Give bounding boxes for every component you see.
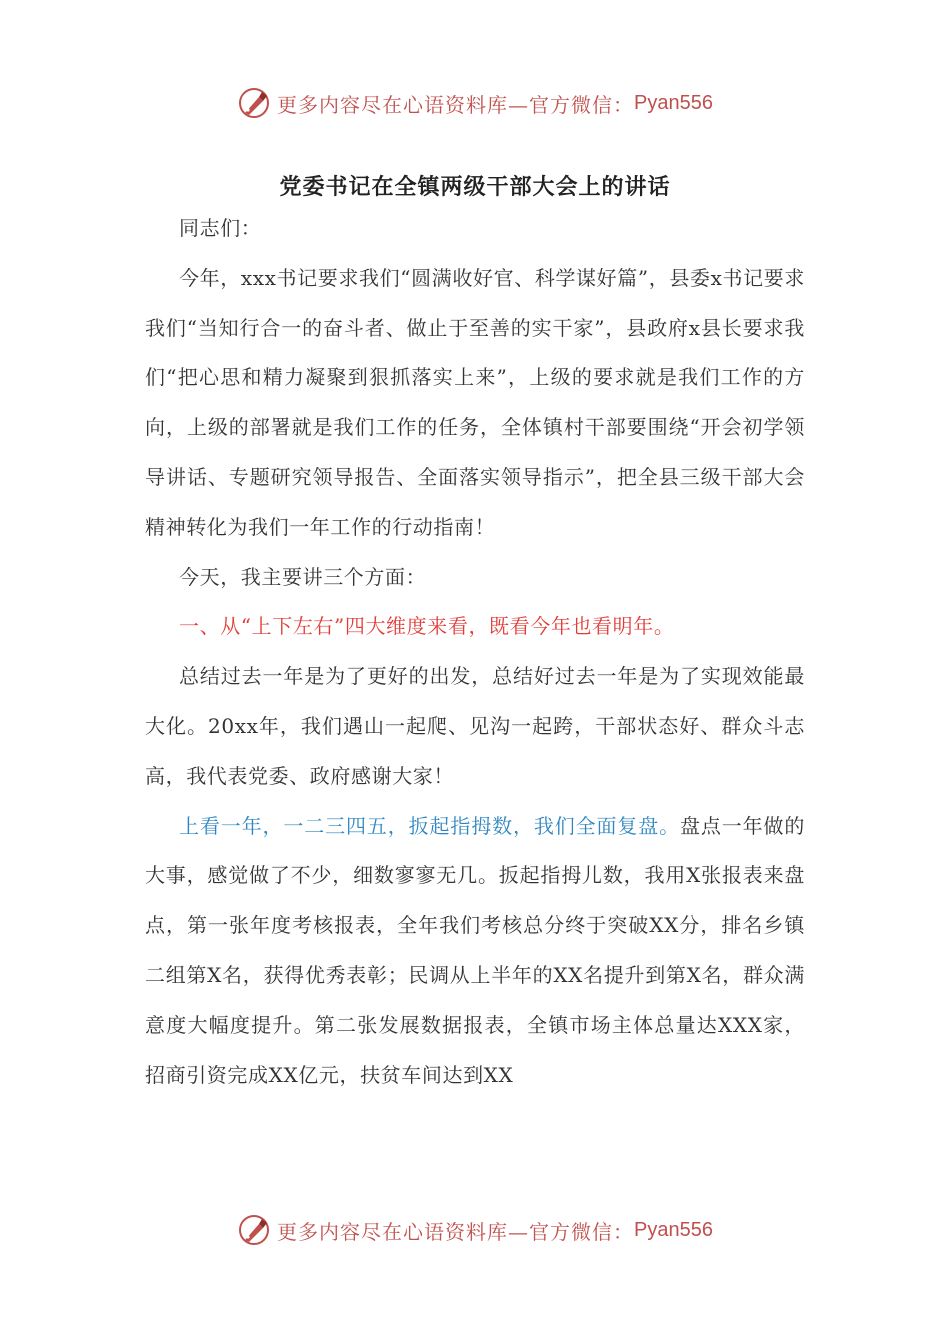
salutation-paragraph: 同志们： — [179, 216, 262, 240]
header-banner — [0, 80, 950, 126]
banner-wechat-id: Pyan556 — [634, 91, 713, 114]
pen-nib-logo-icon — [237, 86, 271, 120]
document-title: 党委书记在全镇两级干部大会上的讲话 — [279, 174, 671, 200]
banner-text: 更多内容尽在心语资料库—官方微信： — [277, 1219, 635, 1244]
body-paragraph: 今天，我主要讲三个方面： — [179, 564, 427, 589]
banner-text: 更多内容尽在心语资料库—官方微信： — [277, 92, 635, 117]
body-paragraph: 总结过去一年是为了更好的出发，总结好过去一年是为了实现效能最大化。20xx年，我们遇山一起爬、见沟一起跨，干部状态好、群众斗志高，我代表党委、政府感谢大家！ — [145, 664, 805, 788]
body-paragraph — [145, 802, 805, 1101]
pen-nib-logo-icon — [237, 1213, 271, 1247]
document-body — [145, 204, 805, 1100]
body-paragraph: 今年，xxx书记要求我们“圆满收好官、科学谋好篇”，县委x书记要求我们“当知行合一的奋斗者、做止于至善的实干家”，县政府x县长要求我们“把心思和精力凝聚到狠抓落实上来”，上级的要求就是我们工作的方向，上级的部署就是我们工作的任务，全体镇村干部要围绕“开会初学领导讲话、专题研究领导报告、全面落实领导指示”，把全县三级干部大会精神转化为我们一年工作的行动指南！ — [145, 265, 805, 539]
paragraph-text: 盘点一年做的大事，感觉做了不少，细数寥寥无几。扳起指拇儿数，我用X张报表来盘点，第一张年度考核报表，全年我们考核总分终于突破XX分，排名乡镇二组第X名，获得优秀表彰；民调从上半年的XX名提升到第X名，群众满意度大幅度提升。第二张发展数据报表，全镇市场主体总量达XXX家，招商引资完成XX亿元，扶贫车间达到XX — [145, 813, 805, 1087]
section-heading: 一、从“上下左右”四大维度来看，既看今年也看明年。 — [179, 614, 675, 639]
banner-wechat-id: Pyan556 — [634, 1218, 713, 1241]
footer-banner — [0, 1207, 950, 1253]
subsection-lead: 上看一年，一二三四五，扳起指拇数，我们全面复盘。 — [179, 813, 681, 838]
